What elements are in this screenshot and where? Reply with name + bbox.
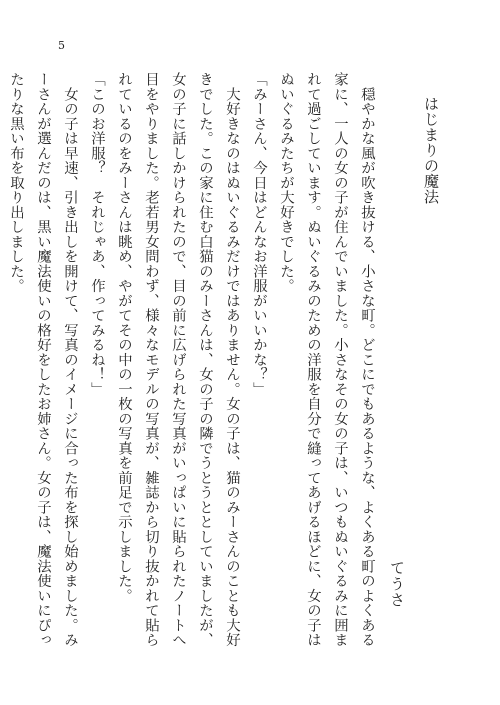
paragraph-1: 穏やかな風が吹き抜ける、小さな町。どこにでもあるような、よくある町のよくある家に、一人の女の子が住んでいました。小さなその女の子は、いつもぬいぐるみに囲まれて過ごしています。ぬいぐるみのための洋服を自分で縫ってあげるほどに、女の子はぬいぐるみたちが大好きでした。 [278, 72, 375, 648]
paragraph-5: 女の子は早速、引き出しを開けて、写真のイメージに合った布を探し始めました。みーさんが選んだのは、黒い魔法使いの格好をしたお姉さん。女の子は、魔法使いにぴったりな黒い布を取り出しました。 [8, 72, 78, 648]
paragraph-2: 「みーさん、今日はどんなお洋服がいいかな？」 [251, 72, 267, 397]
story-body [2, 72, 380, 657]
story-title: はじまりの魔法 [422, 96, 440, 205]
page-number: 5 [58, 39, 65, 52]
paragraph-4: 「このお洋服？ それじゃあ、作ってみるね！」 [89, 72, 105, 397]
paragraph-3: 大好きなのはぬいぐるみだけではありません。女の子は、猫のみーさんのことも大好きでした。この家に住む白猫のみーさんは、女の子の隣でうとうととしていましたが、女の子に話しかけられたので、目の前に広げられた写真がいっぱいに貼られたノートへ目をやりました。老若男女問わず、様々なモデルの写真が、雑誌から切り抜かれて貼られているのをみーさんは眺め、やがてその中の一枚の写真を前足で示しました。 [116, 72, 240, 648]
author-name: てうさ [388, 560, 406, 608]
